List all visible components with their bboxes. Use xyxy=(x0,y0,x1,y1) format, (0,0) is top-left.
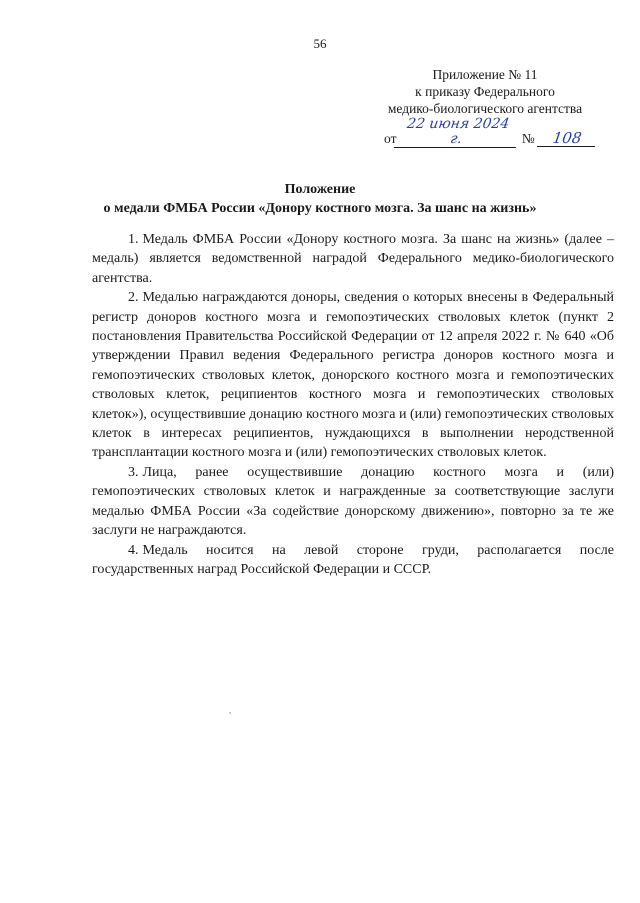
title-heading: Положение xyxy=(284,182,356,197)
paragraph-number: 3. xyxy=(128,464,139,480)
appendix-title: Приложение № 11 xyxy=(432,67,538,82)
handwritten-number: 108 xyxy=(537,131,597,147)
paragraph-number: 1. xyxy=(128,232,139,247)
paragraph-text: Медаль ФМБА России «Донору костного мозга. За шанс на жизнь» (далее – медаль) является ведомственной наградой Федерального медико-биологического агентства. xyxy=(92,232,614,286)
paragraph-1 xyxy=(92,230,614,288)
page-number: 56 xyxy=(313,36,327,51)
document-body xyxy=(92,230,614,579)
title-subject: о медали ФМБА России «Донору костного мозга. За шанс на жизнь» xyxy=(103,201,537,216)
scan-speck xyxy=(229,712,231,714)
appendix-block xyxy=(370,66,600,148)
paragraph-text: Медалью награждаются доноры, сведения о которых внесены в Федеральный регистр доноров костного мозга и гемопоэтических стволовых клеток (пункт 2 постановления Правительства Российской Федерации от 12 апреля 2022 г. № 640 «Об утверждении Правил ведения Федерального регистра доноров костного мозга и гемопоэтических стволовых клеток, донорского костного мозга и гемопоэтических стволовых клеток, реципиентов костного мозга и гемопоэтических стволовых клеток»), осуществившие донацию костного мозга и (или) гемопоэтических стволовых клеток в интересах реципиентов, нуждающихся в выполнении неродственной трансплантации костного мозга и (или) гемопоэтических стволовых клеток. xyxy=(92,290,614,461)
paragraph-2 xyxy=(92,288,614,463)
paragraph-text: Медаль носится на левой стороне груди, располагается после государственных наград Российской Федерации и СССР. xyxy=(92,542,614,577)
paragraph-number: 2. xyxy=(128,290,139,306)
paragraph-text: Лица, ранее осуществившие донацию костного мозга и (или) гемопоэтических стволовых клеток и награжденные за соответствующие заслуги медалью ФМБА России «За содействие донорскому движению», повторно за те же заслуги не награждаются. xyxy=(92,464,614,539)
number-prefix: № xyxy=(521,131,535,146)
appendix-order-reference: к приказу Федерального xyxy=(415,84,555,99)
appendix-date-number-line xyxy=(370,117,600,148)
appendix-agency: медико-биологического агентства xyxy=(387,101,583,116)
paragraph-4 xyxy=(92,541,614,580)
document-title xyxy=(0,180,640,218)
date-prefix: от xyxy=(384,131,397,146)
paragraph-number: 4. xyxy=(128,542,139,558)
handwritten-date: 22 июня 2024 г. xyxy=(394,117,520,148)
paragraph-3 xyxy=(92,463,614,541)
